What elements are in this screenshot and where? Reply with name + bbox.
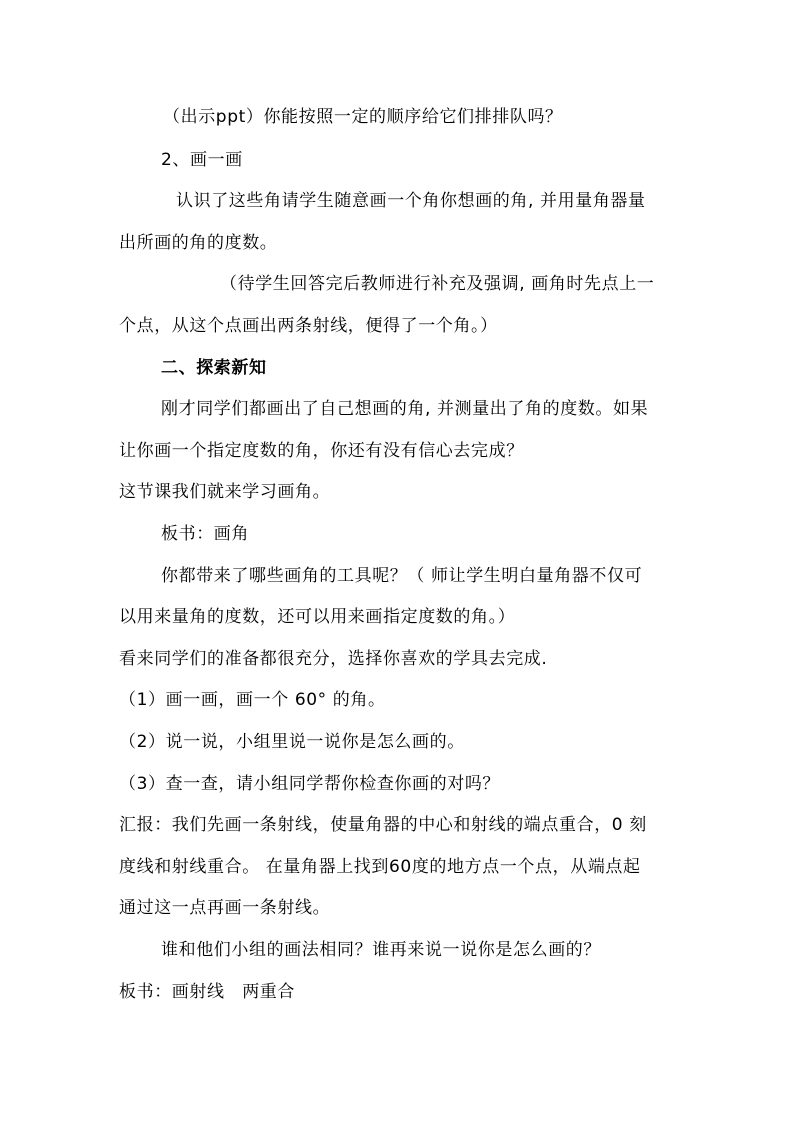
text-line-6: 个点，从这个点画出两条射线，便得了一个角。） <box>119 316 498 336</box>
section-heading: 二、探索新知 <box>161 358 267 378</box>
text-line-22: 板书：画射线 两重合 <box>119 982 295 1002</box>
text-line-16: （2）说一说，小组里说一说你是怎么画的。 <box>119 732 465 752</box>
text-line-20: 通过这一点再画一条射线。 <box>119 898 331 918</box>
text-line-18: 汇报：我们先画一条射线，使量角器的中心和射线的端点重合，0 刻 <box>119 815 647 835</box>
text-line-8: 刚才同学们都画出了自己想画的角, 并测量出了角的度数。如果 <box>161 399 649 419</box>
text-line-2: 2、画一画 <box>161 150 243 170</box>
text-line-17: （3）查一查，请小组同学帮你检查你画的对吗？ <box>119 774 501 794</box>
text-line-11: 板书：画角 <box>161 524 249 544</box>
text-line-10: 这节课我们就来学习画角。 <box>119 482 331 502</box>
text-line-5: （待学生回答完后教师进行补充及强调, 画角时先点上一 <box>220 274 655 294</box>
text-line-19: 度线和射线重合。 在量角器上找到60度的地方点一个点，从端点起 <box>119 857 641 877</box>
text-line-4: 出所画的角的度数。 <box>119 233 278 253</box>
text-line-15: （1）画一画，画一个 60° 的角。 <box>119 690 386 710</box>
text-line-12: 你都带来了哪些画角的工具呢？（ 师让学生明白量角器不仅可 <box>161 566 643 586</box>
text-line-14: 看来同学们的准备都很充分，选择你喜欢的学具去完成. <box>119 649 548 669</box>
text-line-3: 认识了这些角请学生随意画一个角你想画的角, 并用量角器量 <box>176 191 646 211</box>
text-line-21: 谁和他们小组的画法相同？谁再来说一说你是怎么画的？ <box>161 940 601 960</box>
text-line-1: （出示ppt）你能按照一定的顺序给它们排排队吗？ <box>163 107 563 127</box>
text-line-13: 以用来量角的度数，还可以用来画指定度数的角。） <box>119 607 516 627</box>
text-line-9: 让你画一个指定度数的角，你还有没有信心去完成？ <box>119 441 524 461</box>
